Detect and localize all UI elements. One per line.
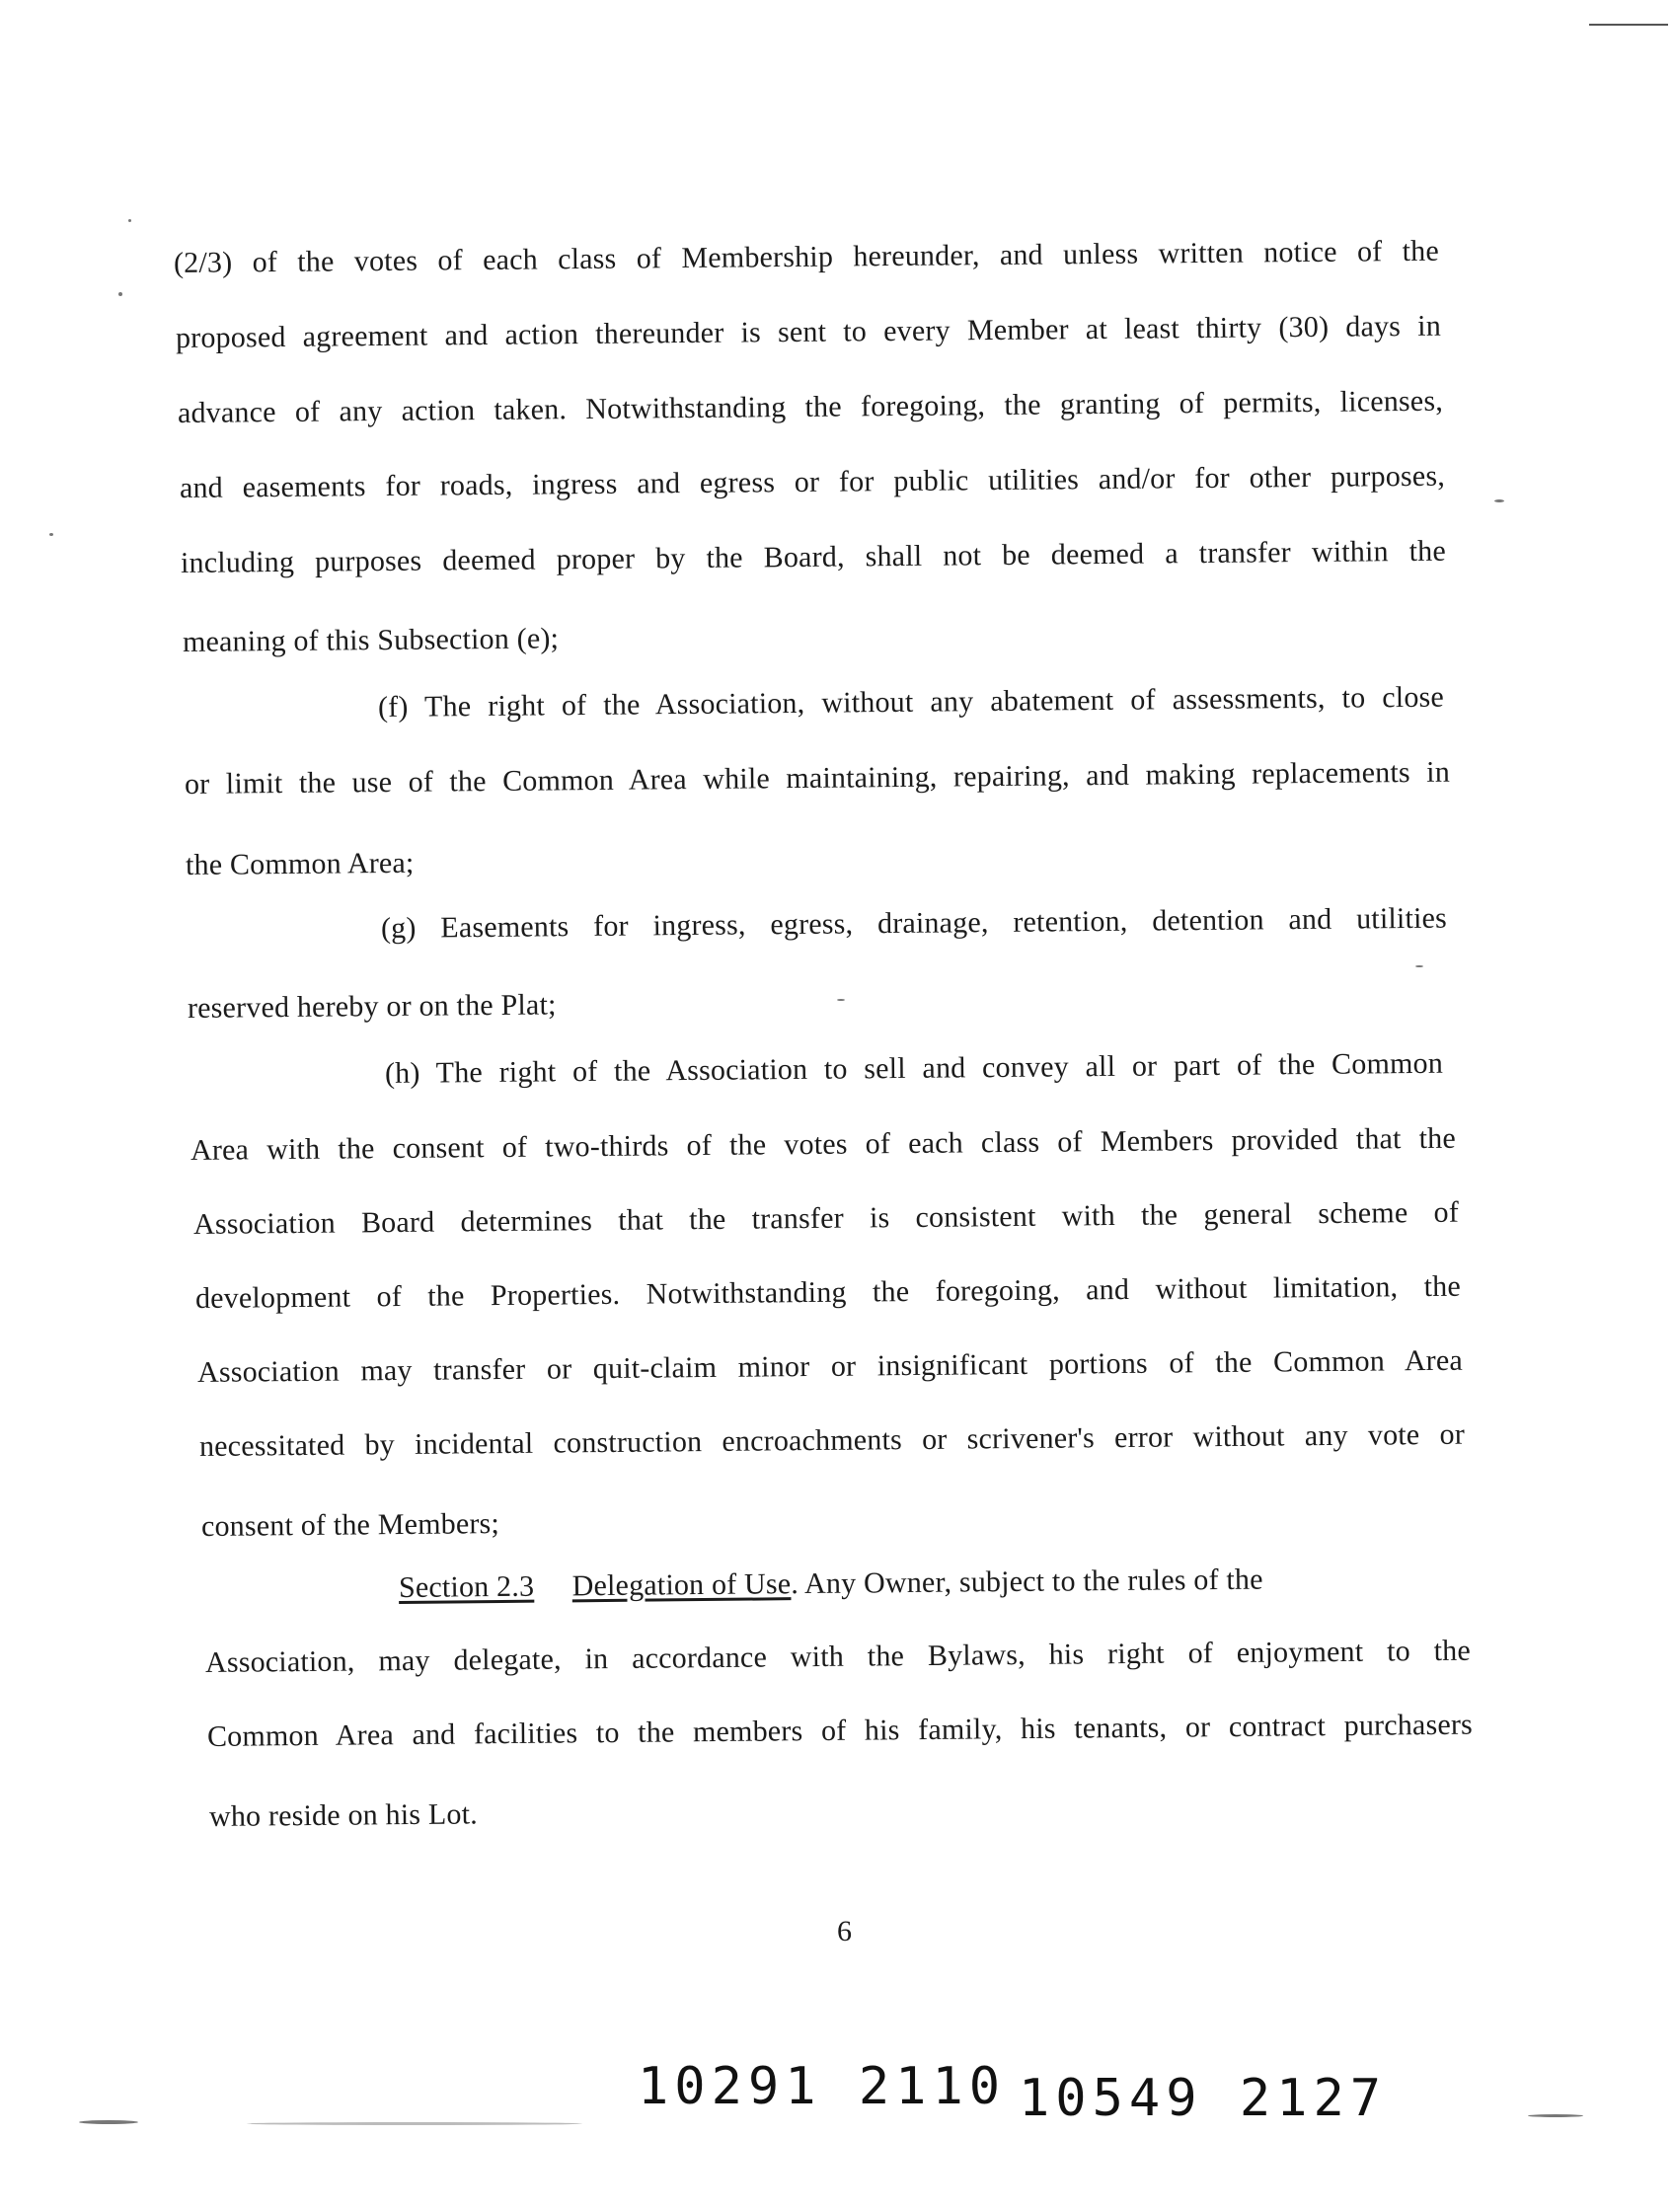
text-line: development of the Properties. Notwithstanding the foregoing, and without limitation, the: [194, 1269, 1462, 1315]
text-line: consent of the Members;: [200, 1507, 500, 1543]
text-line: (2/3) of the votes of each class of Membership hereunder, and unless written notice of the: [173, 234, 1440, 279]
text-line: and easements for roads, ingress and egress or for public utilities and/or for other purposes,: [179, 459, 1446, 504]
text-line: (h) The right of the Association to sell and convey all or part of the Common: [384, 1046, 1444, 1090]
text-line: necessitated by incidental construction encroachments or scrivener's error without any vote or: [198, 1417, 1466, 1463]
text-line: (g) Easements for ingress, egress, drainage, retention, detention and utilities: [380, 901, 1448, 945]
page-number: 6: [837, 1915, 852, 1947]
scan-speck: [128, 219, 131, 222]
text-line: meaning of this Subsection (e);: [182, 622, 560, 658]
text-line: Area with the consent of two-thirds of the votes of each class of Members provided that the: [190, 1121, 1457, 1167]
text-line: who reside on his Lot.: [208, 1797, 479, 1833]
text-line: Association, may delegate, in accordance with the Bylaws, his right of enjoyment to the: [204, 1634, 1472, 1679]
text-line: advance of any action taken. Notwithstanding the foregoing, the granting of permits, licenses,: [177, 384, 1444, 429]
text-line: (f) The right of the Association, without any abatement of assessments, to close: [377, 680, 1445, 724]
text-line: Common Area and facilities to the members of his family, his tenants, or contract purchasers: [206, 1708, 1474, 1753]
recording-stamp: 10549 2127: [1019, 2069, 1388, 2128]
text-line: Association Board determines that the transfer is consistent with the general scheme of: [192, 1195, 1460, 1241]
scan-speck: [49, 533, 53, 536]
scan-speck: [79, 2120, 138, 2124]
section-text: . Any Owner, subject to the rules of the: [791, 1563, 1263, 1601]
text-line: the Common Area;: [185, 846, 415, 881]
recording-stamp: 10291 2110: [638, 2057, 1007, 2116]
section-heading-line: [399, 1562, 1465, 1605]
scan-speck: [1528, 2114, 1583, 2117]
text-line: including purposes deemed proper by the Board, shall not be deemed a transfer within the: [180, 534, 1447, 579]
scan-speck: [118, 292, 122, 296]
scan-speck: [247, 2122, 582, 2125]
text-line: or limit the use of the Common Area while maintaining, repairing, and making replacements in: [184, 755, 1451, 801]
section-title: Delegation of Use: [571, 1567, 792, 1603]
scan-speck: [1494, 499, 1504, 502]
text-line: Association may transfer or quit-claim minor or insignificant portions of the Common Area: [196, 1343, 1464, 1389]
top-edge-mark: [1589, 24, 1668, 26]
scan-speck: [1415, 965, 1423, 967]
section-number: Section 2.3: [398, 1569, 535, 1604]
scan-speck: [837, 999, 845, 1001]
text-line: reserved hereby or on the Plat;: [187, 988, 557, 1025]
text-line: proposed agreement and action thereunder is sent to every Member at least thirty (30) days in: [175, 309, 1442, 354]
